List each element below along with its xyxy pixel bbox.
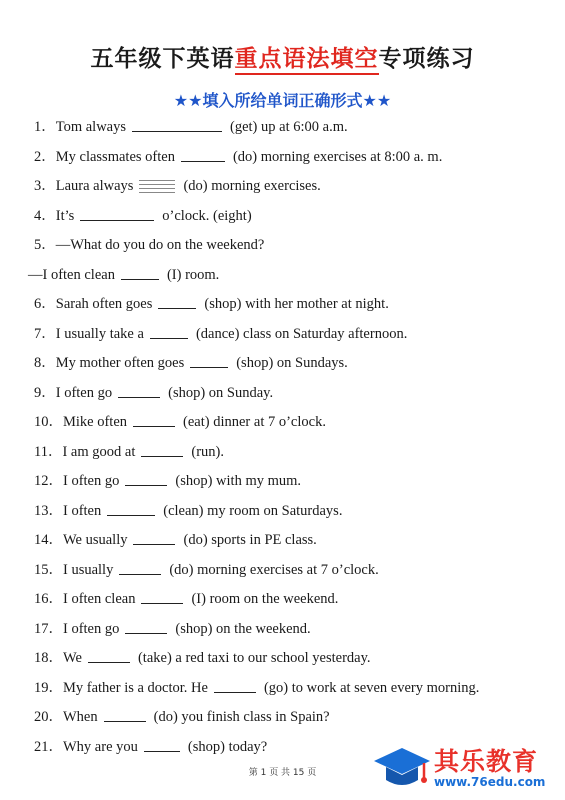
question-3 <box>34 172 544 202</box>
title-suffix: 专项练习 <box>378 46 475 72</box>
answer-blank[interactable] <box>214 678 256 693</box>
question-text: 2．My classmates often <box>34 148 175 165</box>
question-text: —I often clean <box>28 266 115 283</box>
answer-blank[interactable] <box>80 206 154 221</box>
brand-url: www.76edu.com <box>434 775 546 789</box>
answer-blank[interactable] <box>141 442 183 457</box>
question-hint: (eat) dinner at 7 o’clock. <box>183 414 326 430</box>
question-4 <box>34 202 544 232</box>
question-hint: (shop) with my mum. <box>175 473 302 489</box>
question-text: 7．I usually take a <box>34 325 144 342</box>
brand-name: 其乐教育 <box>434 747 539 776</box>
question-text: 10．Mike often <box>34 414 128 430</box>
question-11 <box>34 438 544 468</box>
question-text: 16．I often clean <box>34 591 136 607</box>
question-text: 3．Laura always <box>34 178 134 194</box>
question-20 <box>34 703 544 733</box>
page-title <box>0 40 565 73</box>
answer-blank[interactable] <box>88 648 130 663</box>
answer-blank[interactable] <box>133 412 175 427</box>
question-hint: (shop) on Sunday. <box>168 384 274 401</box>
question-hint: (dance) class on Saturday afternoon. <box>195 325 408 342</box>
question-hint: (I) room. <box>166 266 220 283</box>
question-text: 6．Sarah often goes <box>34 296 153 312</box>
answer-blank[interactable] <box>190 353 228 368</box>
question-5 <box>34 231 544 261</box>
answer-blank[interactable] <box>150 324 188 339</box>
question-text: 1．Tom always <box>34 119 127 135</box>
question-16 <box>34 585 544 615</box>
answer-blank[interactable] <box>119 560 161 575</box>
question-18 <box>34 644 544 674</box>
question-hint: (do) you finish class in Spain? <box>153 709 330 725</box>
question-2 <box>34 143 544 173</box>
answer-blank[interactable] <box>125 471 167 486</box>
question-8 <box>34 349 544 379</box>
question-hint: (do) morning exercises at 7 o’clock. <box>169 561 379 578</box>
question-9 <box>34 379 544 409</box>
question-text: 4．It’s <box>34 207 75 224</box>
question-hint: (take) a red taxi to our school yesterday. <box>137 650 371 666</box>
title-highlight: 重点语法填空 <box>235 46 379 75</box>
question-15 <box>34 556 544 586</box>
answer-blank[interactable] <box>144 737 180 752</box>
question-10 <box>34 408 544 438</box>
answer-blank[interactable] <box>107 501 155 516</box>
answer-blank[interactable] <box>125 619 167 634</box>
question-hint: o’clock. (eight) <box>162 207 252 224</box>
question-text: 13．I often <box>34 502 102 519</box>
answer-blank[interactable] <box>132 117 222 132</box>
question-text: 5．—What do you do on the weekend? <box>34 237 265 253</box>
question-hint: (get) up at 6:00 a.m. <box>230 119 348 135</box>
question-hint: (shop) on the weekend. <box>175 620 311 637</box>
question-hint: (do) morning exercises at 8:00 a. m. <box>232 148 443 165</box>
question-hint: (shop) today? <box>187 738 268 755</box>
answer-blank[interactable] <box>139 177 175 193</box>
question-text: 17．I often go <box>34 620 120 637</box>
question-text: 8．My mother often goes <box>34 355 185 371</box>
answer-blank[interactable] <box>181 147 225 162</box>
question-text: 20．When <box>34 709 98 725</box>
question-12 <box>34 467 544 497</box>
question-13 <box>34 497 544 527</box>
question-hint: (shop) with her mother at night. <box>204 296 389 312</box>
question-text: 9．I often go <box>34 384 113 401</box>
question-text: 12．I often go <box>34 473 120 489</box>
answer-blank[interactable] <box>118 383 160 398</box>
title-prefix: 五年级下英语 <box>90 46 235 72</box>
question-hint: (clean) my room on Saturdays. <box>163 502 343 519</box>
question-text: 15．I usually <box>34 561 114 578</box>
answer-blank[interactable] <box>104 707 146 722</box>
question-text: 21．Why are you <box>34 738 138 755</box>
question-1 <box>34 113 544 143</box>
question-17 <box>34 615 544 645</box>
question-text: 14．We usually <box>34 532 128 548</box>
question-hint: (do) morning exercises. <box>183 178 321 194</box>
question-19 <box>34 674 544 704</box>
question-text: 19．My father is a doctor. He <box>34 679 208 696</box>
question-14 <box>34 526 544 556</box>
question-5-answer-line <box>28 261 544 291</box>
question-7 <box>34 320 544 350</box>
answer-blank[interactable] <box>141 589 183 604</box>
question-6 <box>34 290 544 320</box>
question-hint: (shop) on Sundays. <box>236 355 348 371</box>
question-list <box>28 113 544 762</box>
question-hint: (go) to work at seven every morning. <box>263 679 480 696</box>
page-number: 第 1 页 共 15 页 <box>248 768 317 778</box>
question-hint: (do) sports in PE class. <box>183 532 317 548</box>
question-hint: (run). <box>191 443 224 460</box>
instruction-subtitle: ★★填入所给单词正确形式★★ <box>173 91 392 110</box>
graduation-cap-icon <box>372 744 432 792</box>
answer-blank[interactable] <box>121 265 159 280</box>
question-hint: (I) room on the weekend. <box>191 591 339 607</box>
question-text: 11．I am good at <box>34 443 136 460</box>
answer-blank[interactable] <box>158 294 196 309</box>
brand-logo <box>372 742 562 794</box>
question-text: 18．We <box>34 650 82 666</box>
answer-blank[interactable] <box>133 530 175 545</box>
